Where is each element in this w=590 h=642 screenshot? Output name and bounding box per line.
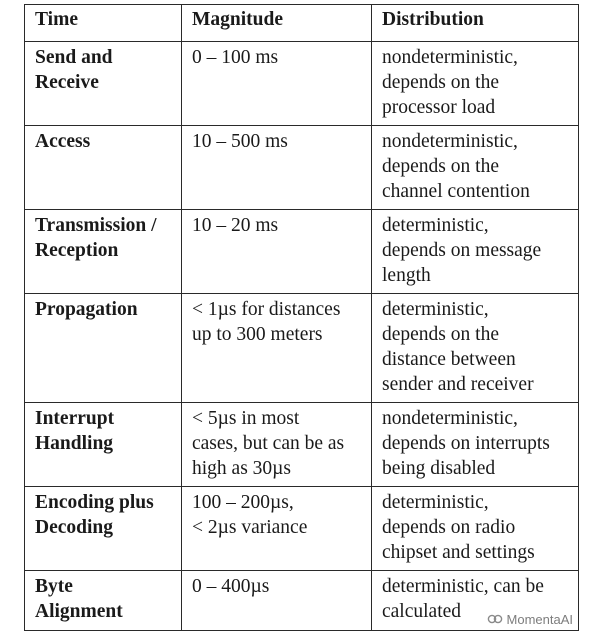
watermark-text: MomentaAI	[506, 611, 573, 627]
cell-distribution-text: nondeterministic, depends on the channel contention	[382, 131, 530, 202]
cell-magnitude	[182, 571, 372, 631]
cell-magnitude-text: < 1µs for distances up to 300 meters	[192, 299, 341, 345]
cell-time-text: Encoding plus Decoding	[35, 492, 154, 538]
cell-magnitude	[182, 42, 372, 126]
latency-table	[24, 4, 579, 631]
cell-time	[25, 126, 182, 210]
cell-distribution	[372, 487, 579, 571]
cell-magnitude-text: < 5µs in most cases, but can be as high as 30µs	[192, 408, 345, 479]
cell-magnitude-text: 10 – 500 ms	[192, 131, 288, 152]
watermark	[484, 610, 576, 628]
cell-distribution-text: deterministic, depends on the distance between sender and receiver	[382, 299, 534, 395]
cell-time	[25, 294, 182, 403]
header-magnitude: Magnitude	[182, 5, 372, 42]
table-header-row	[25, 5, 579, 42]
cell-distribution	[372, 210, 579, 294]
table-row	[25, 294, 579, 403]
cell-time-text: Byte Alignment	[35, 576, 123, 622]
cell-distribution-text: deterministic, can be calculated	[382, 576, 544, 622]
cell-time	[25, 210, 182, 294]
cell-distribution-text: nondeterministic, depends on the processor load	[382, 47, 518, 118]
cell-magnitude-text: 10 – 20 ms	[192, 215, 279, 236]
cell-magnitude	[182, 487, 372, 571]
cell-magnitude	[182, 126, 372, 210]
cell-time	[25, 571, 182, 631]
cell-time-text: Interrupt Handling	[35, 408, 115, 454]
cell-distribution	[372, 42, 579, 126]
cell-time	[25, 487, 182, 571]
table-row	[25, 126, 579, 210]
cell-magnitude-text: 0 – 100 ms	[192, 47, 279, 68]
header-distribution: Distribution	[372, 5, 579, 42]
cell-distribution	[372, 126, 579, 210]
cell-magnitude	[182, 294, 372, 403]
cell-magnitude-text: 100 – 200µs, < 2µs variance	[192, 492, 308, 538]
cell-time-text: Propagation	[35, 299, 138, 320]
cell-distribution-text: deterministic, depends on message length	[382, 215, 542, 286]
cell-distribution	[372, 294, 579, 403]
table-row	[25, 42, 579, 126]
wechat-channel-icon	[487, 611, 503, 627]
cell-time	[25, 42, 182, 126]
cell-distribution-text: deterministic, depends on radio chipset and settings	[382, 492, 535, 563]
table-row	[25, 487, 579, 571]
cell-time	[25, 403, 182, 487]
table-row	[25, 210, 579, 294]
table-row	[25, 403, 579, 487]
cell-time-text: Access	[35, 131, 91, 152]
header-time: Time	[25, 5, 182, 42]
cell-magnitude-text: 0 – 400µs	[192, 576, 270, 597]
cell-distribution-text: nondeterministic, depends on interrupts being disabled	[382, 408, 550, 479]
cell-time-text: Send and Receive	[35, 47, 113, 93]
cell-distribution	[372, 403, 579, 487]
cell-time-text: Transmission / Reception	[35, 215, 157, 261]
cell-magnitude	[182, 403, 372, 487]
cell-magnitude	[182, 210, 372, 294]
